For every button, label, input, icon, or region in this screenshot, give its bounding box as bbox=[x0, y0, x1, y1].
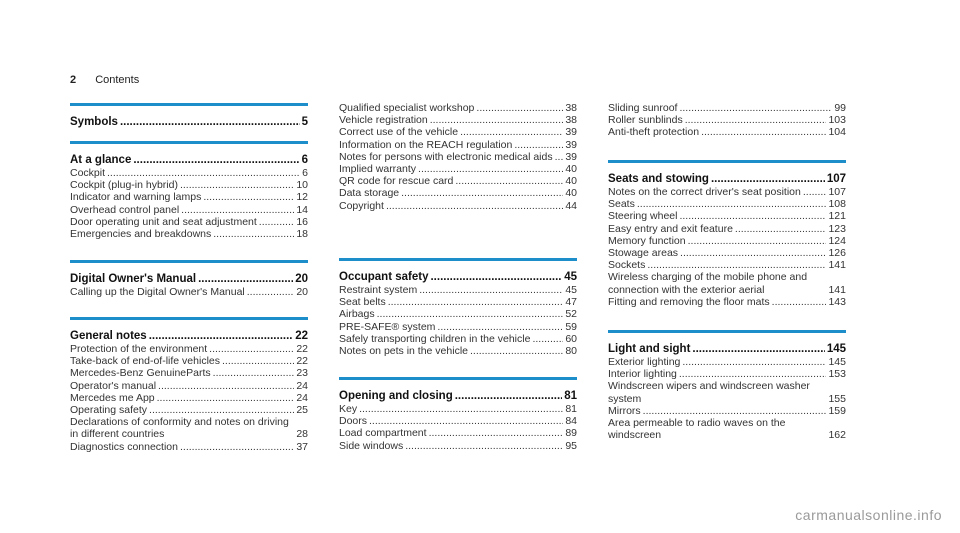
toc-section bbox=[608, 160, 846, 308]
toc-entry[interactable] bbox=[339, 440, 577, 452]
section-title: Seats and stowing bbox=[608, 173, 709, 185]
leader-dots bbox=[388, 296, 564, 308]
leader-dots bbox=[470, 345, 563, 357]
section-title: Occupant safety bbox=[339, 271, 429, 283]
leader-dots bbox=[772, 296, 827, 308]
page-ref: 103 bbox=[828, 114, 846, 127]
entry-title: QR code for rescue card bbox=[339, 175, 454, 188]
page-ref: 84 bbox=[565, 415, 577, 428]
entry-title: Windscreen wipers and windscreen washer system bbox=[608, 380, 813, 405]
leader-dots bbox=[429, 427, 564, 439]
page-ref: 107 bbox=[826, 173, 846, 185]
page-ref: 39 bbox=[565, 138, 577, 151]
page-ref: 40 bbox=[565, 187, 577, 200]
entry-title: Anti-theft protection bbox=[608, 126, 700, 139]
section-heading[interactable] bbox=[70, 272, 308, 286]
section-heading[interactable] bbox=[70, 115, 308, 129]
page-ref: 162 bbox=[828, 429, 846, 442]
toc-entry[interactable] bbox=[70, 179, 308, 191]
page-ref: 22 bbox=[295, 330, 308, 342]
section-rule bbox=[70, 317, 308, 320]
entry-title: Memory function bbox=[608, 234, 686, 247]
leader-dots bbox=[405, 440, 563, 452]
entry-title: Indicator and warning lamps bbox=[70, 191, 202, 204]
page-ref: 12 bbox=[296, 191, 308, 204]
entry-title: Airbags bbox=[339, 308, 375, 321]
page-ref: 22 bbox=[296, 343, 308, 355]
toc-entry[interactable] bbox=[339, 415, 577, 427]
section-rule bbox=[608, 160, 846, 163]
page-number: 2 bbox=[70, 74, 77, 86]
page-header bbox=[70, 74, 139, 86]
section-heading[interactable] bbox=[70, 153, 308, 167]
page-ref: 95 bbox=[565, 439, 577, 452]
leader-dots bbox=[701, 126, 826, 138]
entry-title: Load compartment bbox=[339, 427, 427, 440]
entry-title: Stowage areas bbox=[608, 247, 679, 260]
entry-title: Roller sunblinds bbox=[608, 114, 683, 127]
leader-dots bbox=[149, 329, 294, 343]
leader-dots bbox=[476, 102, 563, 114]
section-heading[interactable] bbox=[339, 389, 577, 403]
toc-entry[interactable] bbox=[339, 187, 577, 199]
leader-dots bbox=[203, 191, 294, 203]
toc-entry[interactable] bbox=[339, 345, 577, 357]
section-title: Symbols bbox=[70, 116, 118, 128]
entry-title: Qualified specialist workshop bbox=[339, 102, 475, 114]
page-ref: 24 bbox=[296, 379, 308, 392]
page-ref: 20 bbox=[296, 286, 308, 298]
entry-title: Mercedes-Benz GenuineParts bbox=[70, 367, 211, 380]
toc-entry[interactable] bbox=[339, 126, 577, 138]
section-rule bbox=[608, 330, 846, 333]
entry-title: Side windows bbox=[339, 439, 404, 452]
toc-entry[interactable] bbox=[608, 235, 846, 247]
entry-title: Area permeable to radio waves on the windscreen bbox=[608, 417, 789, 442]
toc-entry[interactable] bbox=[339, 102, 577, 114]
toc-entry[interactable] bbox=[608, 247, 846, 259]
toc-entry[interactable] bbox=[70, 441, 308, 453]
entry-title: Key bbox=[339, 403, 358, 415]
page-ref: 123 bbox=[828, 222, 846, 235]
leader-dots bbox=[222, 355, 294, 367]
page-ref: 124 bbox=[828, 234, 846, 247]
toc-entry[interactable] bbox=[339, 151, 577, 163]
section-title: Opening and closing bbox=[339, 390, 453, 402]
entry-title: Vehicle registration bbox=[339, 114, 428, 127]
page-ref: 38 bbox=[565, 114, 577, 127]
page-ref: 20 bbox=[295, 273, 308, 285]
leader-dots bbox=[419, 284, 563, 296]
toc-entry[interactable] bbox=[339, 114, 577, 126]
leader-dots bbox=[120, 115, 300, 129]
page-ref: 40 bbox=[565, 163, 577, 176]
page-ref: 153 bbox=[828, 368, 846, 381]
leader-dots bbox=[532, 333, 563, 345]
toc-entry[interactable] bbox=[70, 216, 308, 228]
entry-title: Sockets bbox=[608, 259, 646, 272]
page-ref: 126 bbox=[828, 247, 846, 260]
leader-dots bbox=[180, 179, 294, 191]
section-heading[interactable] bbox=[608, 342, 846, 356]
page-ref: 25 bbox=[296, 404, 308, 417]
entry-title: Emergencies and breakdowns bbox=[70, 228, 212, 241]
entry-title: Copyright bbox=[339, 199, 384, 212]
entry-title: Fitting and removing the floor mats bbox=[608, 295, 770, 308]
toc-entry[interactable] bbox=[608, 368, 846, 380]
page-ref: 60 bbox=[565, 332, 577, 345]
section-heading[interactable] bbox=[608, 172, 846, 186]
entry-title: Correct use of the vehicle bbox=[339, 126, 459, 139]
entry-title: Safely transporting children in the vehicle bbox=[339, 332, 531, 345]
toc-section bbox=[339, 377, 577, 452]
leader-dots bbox=[688, 235, 827, 247]
leader-dots bbox=[149, 404, 294, 416]
page-ref: 143 bbox=[828, 295, 846, 308]
entry-title: Notes for persons with electronic medical aids bbox=[339, 150, 553, 163]
toc-entry[interactable] bbox=[70, 343, 308, 355]
section-title: At a glance bbox=[70, 154, 132, 166]
leader-dots bbox=[359, 403, 563, 415]
toc-entry[interactable] bbox=[608, 271, 846, 295]
section-title: Light and sight bbox=[608, 343, 691, 355]
toc-entry[interactable] bbox=[339, 175, 577, 187]
leader-dots bbox=[157, 392, 295, 404]
leader-dots bbox=[679, 210, 826, 222]
entry-title: Steering wheel bbox=[608, 210, 678, 223]
toc-section bbox=[70, 103, 308, 129]
toc-entry[interactable] bbox=[339, 163, 577, 175]
entry-title: Interior lighting bbox=[608, 368, 677, 381]
page-ref: 28 bbox=[296, 428, 308, 441]
toc-entry[interactable] bbox=[608, 114, 846, 126]
toc-section bbox=[608, 102, 846, 139]
entry-title: Doors bbox=[339, 415, 368, 428]
page-ref: 81 bbox=[564, 390, 577, 402]
page-ref: 40 bbox=[565, 175, 577, 188]
section-title: Digital Owner's Manual bbox=[70, 273, 197, 285]
toc-entry[interactable] bbox=[608, 223, 846, 235]
toc-entry[interactable] bbox=[608, 210, 846, 222]
page-ref: 155 bbox=[828, 392, 846, 405]
entry-title: Restraint system bbox=[339, 284, 418, 296]
leader-dots bbox=[213, 367, 295, 379]
section-heading[interactable] bbox=[70, 329, 308, 343]
page-ref: 52 bbox=[565, 308, 577, 321]
toc-entry[interactable] bbox=[70, 204, 308, 216]
leader-dots bbox=[418, 163, 563, 175]
entry-title: Diagnostics connection bbox=[70, 440, 178, 453]
page-ref: 81 bbox=[565, 403, 577, 415]
page-ref: 45 bbox=[564, 271, 577, 283]
page-ref: 107 bbox=[828, 186, 846, 198]
section-rule bbox=[70, 103, 308, 106]
toc-entry[interactable] bbox=[70, 167, 308, 179]
toc-entry[interactable] bbox=[339, 200, 577, 212]
leader-dots bbox=[437, 321, 563, 333]
leader-dots bbox=[680, 247, 826, 259]
leader-dots bbox=[647, 259, 826, 271]
entry-title: Cockpit bbox=[70, 167, 106, 179]
toc-section bbox=[339, 258, 577, 357]
toc-entry[interactable] bbox=[339, 296, 577, 308]
leader-dots bbox=[692, 342, 824, 356]
entry-title: Seat belts bbox=[339, 296, 386, 309]
toc-entry[interactable] bbox=[339, 333, 577, 345]
page-ref: 108 bbox=[828, 198, 846, 211]
entry-title: Cockpit (plug-in hybrid) bbox=[70, 179, 178, 192]
entry-title: Take-back of end-of-life vehicles bbox=[70, 355, 220, 368]
page-ref: 121 bbox=[828, 210, 846, 223]
entry-title: Wireless charging of the mobile phone and connection with the exterior aerial bbox=[608, 271, 810, 296]
entry-title: Notes on pets in the vehicle bbox=[339, 345, 468, 358]
leader-dots bbox=[514, 139, 563, 151]
page-ref: 44 bbox=[565, 199, 577, 212]
page-ref: 22 bbox=[296, 355, 308, 368]
entry-title: Data storage bbox=[339, 187, 400, 200]
toc-entry[interactable] bbox=[70, 191, 308, 203]
page-ref: 23 bbox=[296, 367, 308, 380]
toc-entry[interactable] bbox=[608, 259, 846, 271]
leader-dots bbox=[430, 114, 564, 126]
toc-section bbox=[70, 317, 308, 453]
entry-title: Declarations of conformity and notes on driving in different countries bbox=[70, 416, 292, 441]
page-ref: 145 bbox=[828, 356, 846, 368]
toc-entry[interactable] bbox=[608, 186, 846, 198]
leader-dots bbox=[735, 223, 827, 235]
toc-entry[interactable] bbox=[608, 126, 846, 138]
leader-dots bbox=[455, 175, 563, 187]
page-ref: 141 bbox=[828, 259, 846, 272]
toc-section bbox=[339, 102, 577, 212]
leader-dots bbox=[679, 102, 832, 114]
toc-entry[interactable] bbox=[608, 102, 846, 114]
entry-title: Overhead control panel bbox=[70, 203, 180, 216]
toc-entry[interactable] bbox=[70, 380, 308, 392]
entry-title: Sliding sunroof bbox=[608, 102, 678, 114]
page-ref: 39 bbox=[565, 150, 577, 163]
entry-title: Mirrors bbox=[608, 404, 641, 417]
leader-dots bbox=[107, 167, 300, 179]
page-ref: 99 bbox=[834, 102, 846, 114]
leader-dots bbox=[682, 356, 826, 368]
toc-section bbox=[608, 330, 846, 441]
entry-title: Mercedes me App bbox=[70, 391, 155, 404]
page-ref: 89 bbox=[565, 427, 577, 440]
page-ref: 59 bbox=[565, 320, 577, 333]
leader-dots bbox=[259, 216, 295, 228]
leader-dots bbox=[369, 415, 563, 427]
section-rule bbox=[339, 258, 577, 261]
entry-title: PRE-SAFE® system bbox=[339, 320, 436, 333]
toc-entry[interactable] bbox=[608, 296, 846, 308]
leader-dots bbox=[158, 380, 294, 392]
toc-entry[interactable] bbox=[70, 392, 308, 404]
page-ref: 18 bbox=[296, 228, 308, 241]
entry-title: Seats bbox=[608, 198, 635, 211]
leader-dots bbox=[679, 368, 827, 380]
leader-dots bbox=[133, 153, 299, 167]
leader-dots bbox=[460, 126, 563, 138]
toc-entry[interactable] bbox=[70, 228, 308, 240]
leader-dots bbox=[386, 200, 563, 212]
page-ref: 80 bbox=[565, 345, 577, 358]
section-heading[interactable] bbox=[339, 270, 577, 284]
entry-title: Exterior lighting bbox=[608, 356, 681, 368]
page-ref: 37 bbox=[296, 440, 308, 453]
toc-entry[interactable] bbox=[339, 284, 577, 296]
toc-entry[interactable] bbox=[70, 416, 308, 440]
entry-title: Information on the REACH regulation bbox=[339, 138, 513, 151]
toc-section bbox=[70, 260, 308, 298]
toc-entry[interactable] bbox=[339, 321, 577, 333]
page-title: Contents bbox=[95, 74, 140, 86]
leader-dots bbox=[555, 151, 564, 163]
page-ref: 14 bbox=[296, 203, 308, 216]
entry-title: Easy entry and exit feature bbox=[608, 222, 733, 235]
page-ref: 39 bbox=[565, 126, 577, 139]
page-ref: 159 bbox=[828, 404, 846, 417]
section-title: General notes bbox=[70, 330, 147, 342]
toc-entry[interactable] bbox=[608, 198, 846, 210]
page-ref: 16 bbox=[296, 215, 308, 228]
toc-entry[interactable] bbox=[339, 139, 577, 151]
toc-entry[interactable] bbox=[608, 356, 846, 368]
toc-entry[interactable] bbox=[608, 417, 846, 441]
page-ref: 145 bbox=[826, 343, 846, 355]
toc-entry[interactable] bbox=[70, 355, 308, 367]
toc-entry[interactable] bbox=[70, 404, 308, 416]
toc-entry[interactable] bbox=[339, 427, 577, 439]
watermark: carmanualsonline.info bbox=[795, 507, 942, 523]
toc-entry[interactable] bbox=[70, 286, 308, 298]
leader-dots bbox=[455, 389, 562, 403]
leader-dots bbox=[711, 172, 825, 186]
toc-entry[interactable] bbox=[608, 405, 846, 417]
toc-entry[interactable] bbox=[608, 380, 846, 404]
section-rule bbox=[70, 260, 308, 263]
entry-title: Notes on the correct driver's seat position bbox=[608, 186, 801, 198]
leader-dots bbox=[637, 198, 827, 210]
entry-title: Implied warranty bbox=[339, 163, 417, 176]
leader-dots bbox=[209, 343, 294, 355]
leader-dots bbox=[247, 286, 295, 298]
leader-dots bbox=[181, 204, 294, 216]
toc-entry[interactable] bbox=[339, 403, 577, 415]
entry-title: Protection of the environment bbox=[70, 343, 208, 355]
leader-dots bbox=[643, 405, 827, 417]
section-rule bbox=[70, 141, 308, 144]
toc-entry[interactable] bbox=[339, 308, 577, 320]
page-ref: 104 bbox=[828, 126, 846, 139]
leader-dots bbox=[377, 308, 564, 320]
entry-title: Calling up the Digital Owner's Manual bbox=[70, 286, 245, 298]
page-ref: 38 bbox=[565, 102, 577, 114]
leader-dots bbox=[685, 114, 827, 126]
page-ref: 45 bbox=[565, 284, 577, 296]
section-rule bbox=[339, 377, 577, 380]
leader-dots bbox=[803, 186, 827, 198]
page-ref: 6 bbox=[301, 154, 308, 166]
page-ref: 47 bbox=[565, 296, 577, 309]
page-ref: 10 bbox=[296, 179, 308, 192]
toc-section bbox=[70, 141, 308, 240]
page-ref: 5 bbox=[301, 116, 308, 128]
leader-dots bbox=[180, 441, 294, 453]
page-ref: 24 bbox=[296, 391, 308, 404]
entry-title: Operator's manual bbox=[70, 379, 157, 392]
entry-title: Operating safety bbox=[70, 404, 148, 417]
leader-dots bbox=[198, 272, 293, 286]
leader-dots bbox=[401, 187, 563, 199]
entry-title: Door operating unit and seat adjustment bbox=[70, 215, 257, 228]
leader-dots bbox=[430, 270, 562, 284]
leader-dots bbox=[213, 228, 294, 240]
page-ref: 141 bbox=[828, 283, 846, 296]
page-ref: 6 bbox=[302, 167, 308, 179]
toc-entry[interactable] bbox=[70, 367, 308, 379]
